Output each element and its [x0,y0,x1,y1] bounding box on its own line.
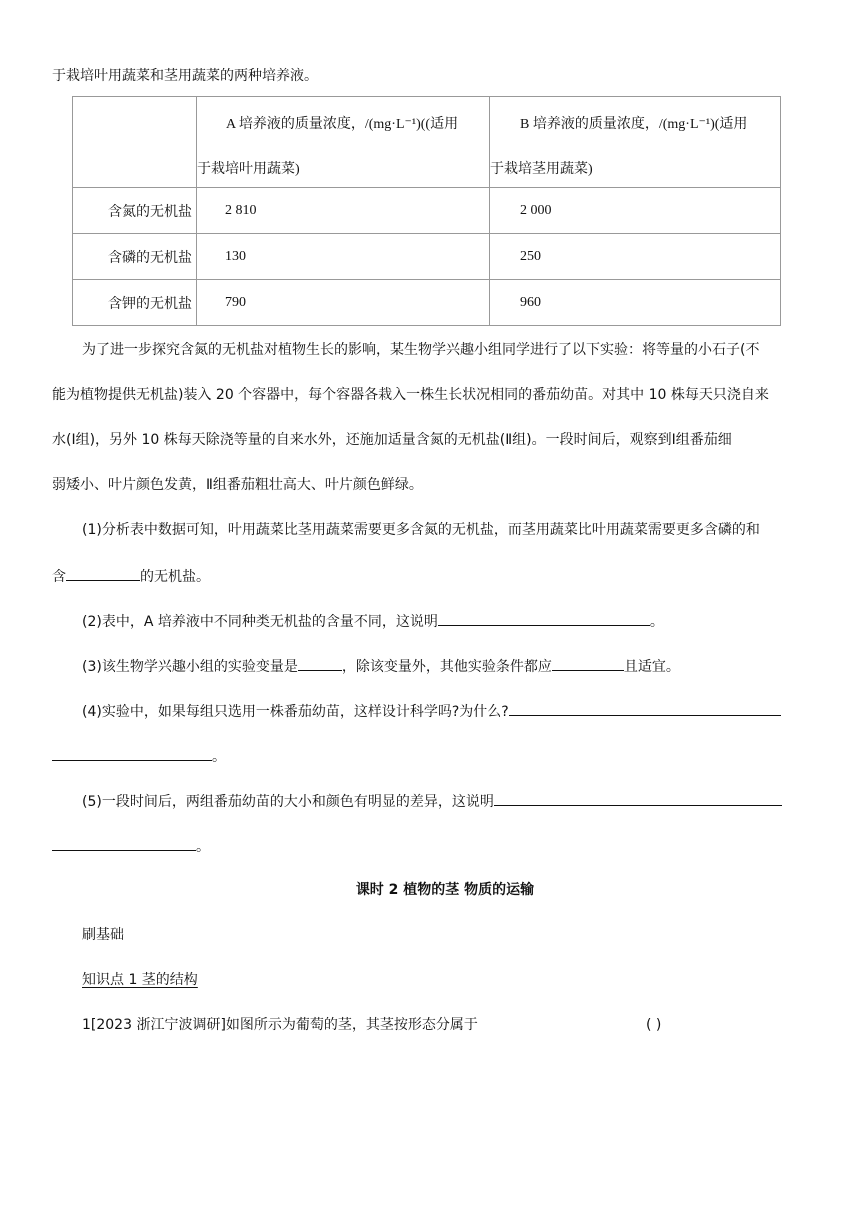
question-5: (5)一段时间后，两组番茄幼苗的大小和颜色有明显的差异，这说明 [82,790,782,812]
question-3: (3)该生物学兴趣小组的实验变量是 ，除该变量外，其他实验条件都应 且适宜。 [82,655,680,677]
answer-blank-q4-line2[interactable] [52,745,212,761]
answer-bracket[interactable]: ( ) [646,1017,662,1033]
cell-a-value: 130 [197,234,490,280]
question-2: (2)表中，A 培养液中不同种类无机盐的含量不同，这说明 。 [82,610,664,632]
row-label: 含磷的无机盐 [73,234,197,280]
header-a-line2: 于栽培叶用蔬菜) [197,162,300,177]
cell-b-value: 960 [490,280,781,326]
cell-a-value: 2 810 [197,188,490,234]
answer-blank-q3-variable[interactable] [298,655,342,671]
cell-b-value: 2 000 [490,188,781,234]
section-title: 课时 2 植物的茎 物质的运输 [355,882,535,898]
intro-line: 于栽培叶用蔬菜和茎用蔬菜的两种培养液。 [52,68,318,84]
answer-blank-q2[interactable] [438,610,650,626]
cell-a-value: 790 [197,280,490,326]
table-row [73,234,781,280]
experiment-paragraph-line: 能为植物提供无机盐)装入 20 个容器中，每个容器各栽入一株生长状况相同的番茄幼苗。对其中 10 株每天只浇自来 [52,387,769,403]
cell-b-value: 250 [490,234,781,280]
row-label: 含钾的无机盐 [73,280,197,326]
nutrient-solution-table [72,96,781,326]
question-4: (4)实验中，如果每组只选用一株番茄幼苗，这样设计科学吗?为什么? [82,700,781,722]
experiment-paragraph-line: 水(Ⅰ组)，另外 10 株每天除浇等量的自来水外，还施加适量含氮的无机盐(Ⅱ组)。一段时间后，观察到Ⅰ组番茄细 [52,432,732,448]
question-5-continuation: 。 [52,835,210,857]
table-corner-cell [73,97,197,188]
table-row [73,188,781,234]
answer-blank-q3-condition[interactable] [552,655,624,671]
answer-blank-q1[interactable] [66,565,140,581]
row-label: 含氮的无机盐 [73,188,197,234]
question-4-continuation: 。 [52,745,226,767]
question-1-line2: 含 的无机盐。 [52,565,210,587]
table-header-row [73,97,781,188]
question-1-line1: (1)分析表中数据可知，叶用蔬菜比茎用蔬菜需要更多含氮的无机盐，而茎用蔬菜比叶用蔬菜需要更多含磷的和 [82,522,760,538]
table-row [73,280,781,326]
table-header-b [490,97,781,188]
knowledge-point-heading: 知识点 1 茎的结构 [82,972,198,988]
answer-blank-q5-line1[interactable] [494,790,782,806]
header-b-line1: B 培养液的质量浓度，/(mg·L⁻¹)(适用 [520,117,748,132]
answer-blank-q5-line2[interactable] [52,835,196,851]
answer-blank-q4-line1[interactable] [509,700,781,716]
header-a-line1: A 培养液的质量浓度，/(mg·L⁻¹)((适用 [226,117,459,132]
experiment-paragraph-line: 弱矮小、叶片颜色发黄，Ⅱ组番茄粗壮高大、叶片颜色鲜绿。 [52,477,423,493]
subheading: 刷基础 [82,927,124,943]
question-1-stem: 1[2023 浙江宁波调研]如图所示为葡萄的茎，其茎按形态分属于 [82,1017,478,1033]
header-b-line2: 于栽培茎用蔬菜) [490,162,593,177]
experiment-paragraph-line: 为了进一步探究含氮的无机盐对植物生长的影响，某生物学兴趣小组同学进行了以下实验：将等量的小石子(不 [82,342,760,358]
table-header-a [197,97,490,188]
